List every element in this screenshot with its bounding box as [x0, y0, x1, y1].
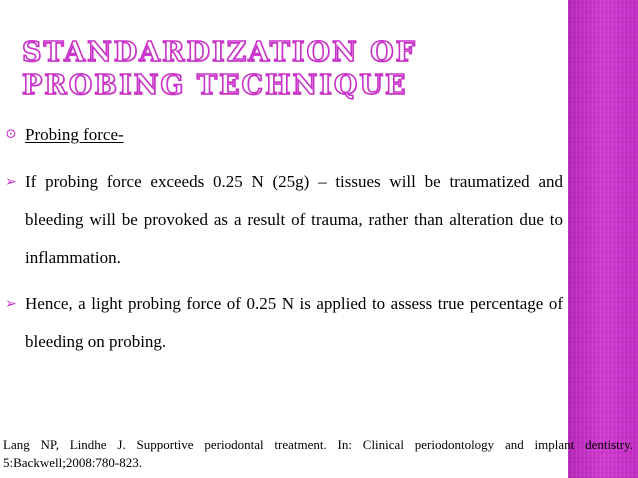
arrow-bullet-icon: ➢: [5, 297, 17, 312]
arrow-bullet-icon: ➢: [5, 175, 17, 190]
target-bullet-icon: ⊙: [5, 127, 17, 142]
bullet-text: Probing force-: [25, 125, 124, 144]
decorative-side-bar: [568, 0, 638, 478]
bullet-item-probing-force: [0, 123, 568, 147]
bullet-text: If probing force exceeds 0.25 N (25g) – tissues will be traumatized and bleeding will be provoked as a result of trauma, rather than alteration due to inflammation.: [25, 172, 563, 267]
reference-citation: Lang NP, Lindhe J. Supportive periodontal treatment. In: Clinical periodontology and implant dentistry. 5:Backwell;2008:780-823.: [3, 437, 633, 470]
bullet-list: [0, 123, 568, 361]
slide-title: STANDARDIZATION OF PROBING TECHNIQUE: [22, 37, 417, 101]
bullet-item-force-exceeds: [0, 163, 568, 277]
bullet-item-light-force: [0, 285, 568, 361]
bullet-text: Hence, a light probing force of 0.25 N is applied to assess true percentage of bleeding on probing.: [25, 294, 563, 351]
